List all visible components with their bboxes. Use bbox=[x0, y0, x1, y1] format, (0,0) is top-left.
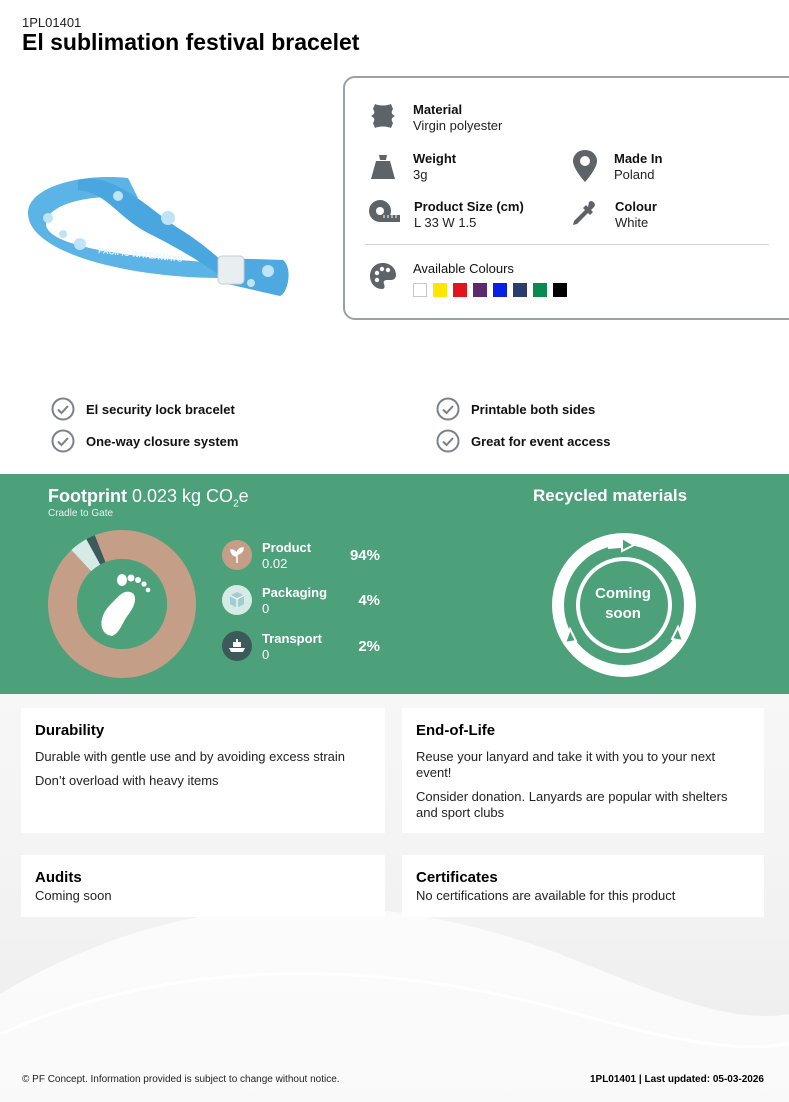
legend-packaging bbox=[222, 585, 382, 617]
specifications-card bbox=[343, 76, 789, 320]
location-pin-icon bbox=[569, 148, 601, 184]
footer-updated: Last updated: 05-03-2026 bbox=[644, 1074, 764, 1085]
legend-product-name: Product bbox=[262, 540, 312, 555]
colour-swatch bbox=[493, 283, 507, 297]
legend-packaging-value: 0 bbox=[262, 601, 270, 616]
specs-divider bbox=[365, 244, 769, 245]
legend-product-value: 0.02 bbox=[262, 556, 288, 571]
leather-icon bbox=[367, 100, 399, 132]
durability-text: Don’t overload with heavy items bbox=[35, 773, 219, 788]
legend-packaging-name: Packaging bbox=[262, 585, 328, 600]
check-circle-icon bbox=[51, 429, 75, 453]
spec-material bbox=[413, 102, 502, 134]
palette-icon bbox=[367, 260, 399, 292]
spec-available-colours-label: Available Colours bbox=[413, 261, 514, 276]
legend-transport-pct: 2% bbox=[358, 638, 380, 655]
feature-item bbox=[51, 429, 238, 453]
footprint-title bbox=[48, 486, 249, 510]
check-circle-icon bbox=[436, 397, 460, 421]
feature-label: Printable both sides bbox=[471, 401, 596, 417]
feature-item bbox=[51, 397, 235, 421]
colour-swatch bbox=[473, 283, 487, 297]
certificates-card bbox=[402, 855, 764, 917]
check-circle-icon bbox=[51, 397, 75, 421]
legend-transport-value: 0 bbox=[262, 647, 270, 662]
footprint-value: 0.023 kg CO bbox=[132, 486, 234, 506]
product-image bbox=[18, 168, 293, 303]
spec-colour bbox=[615, 199, 657, 231]
end-of-life-title: End-of-Life bbox=[416, 722, 496, 739]
audits-card bbox=[21, 855, 385, 917]
product-sku: 1PL01401 bbox=[22, 15, 82, 30]
colour-swatches bbox=[413, 283, 567, 297]
recycled-status-line1: Coming bbox=[595, 585, 651, 602]
spec-material-label: Material bbox=[413, 102, 463, 117]
legend-transport-name: Transport bbox=[262, 631, 322, 646]
certificates-text: No certifications are available for this product bbox=[416, 888, 676, 903]
colour-swatch bbox=[453, 283, 467, 297]
feature-label: El security lock bracelet bbox=[86, 401, 235, 417]
product-image-label: PACIFIC WATERWAYS bbox=[97, 246, 183, 264]
footprint-donut-chart bbox=[48, 530, 196, 678]
legend-product-pct: 94% bbox=[349, 547, 380, 564]
colour-swatch bbox=[513, 283, 527, 297]
spec-made-in-value: Poland bbox=[614, 167, 655, 182]
spec-weight-label: Weight bbox=[413, 151, 457, 166]
spec-weight bbox=[413, 151, 456, 183]
audits-title: Audits bbox=[35, 869, 82, 886]
check-circle-icon bbox=[436, 429, 460, 453]
spec-made-in bbox=[614, 151, 662, 183]
weight-icon bbox=[367, 150, 399, 182]
spec-size-value: L 33 W 1.5 bbox=[414, 215, 477, 230]
footer-notice: © PF Concept. Information provided is subject to change without notice. bbox=[22, 1074, 340, 1085]
spec-material-value: Virgin polyester bbox=[413, 118, 503, 133]
feature-item bbox=[436, 429, 610, 453]
legend-product bbox=[222, 540, 382, 572]
end-of-life-text: Reuse your lanyard and take it with you to your next event! bbox=[416, 749, 716, 780]
spec-colour-value: White bbox=[615, 215, 649, 230]
recycled-status bbox=[578, 584, 668, 624]
footprint-section bbox=[0, 474, 789, 694]
end-of-life-text: Consider donation. Lanyards are popular with shelters and sport clubs bbox=[416, 789, 728, 820]
spec-size bbox=[414, 199, 524, 231]
spec-colour-label: Colour bbox=[615, 199, 657, 214]
colour-swatch bbox=[553, 283, 567, 297]
spec-size-label: Product Size (cm) bbox=[414, 199, 524, 214]
eyedropper-icon bbox=[569, 198, 601, 230]
feature-label: Great for event access bbox=[471, 433, 611, 449]
audits-text: Coming soon bbox=[35, 888, 112, 903]
page-title: El sublimation festival bracelet bbox=[22, 29, 360, 55]
recycled-status-line2: soon bbox=[605, 605, 641, 622]
durability-title: Durability bbox=[35, 722, 105, 739]
spec-made-in-label: Made In bbox=[614, 151, 663, 166]
durability-text: Durable with gentle use and by avoiding excess strain bbox=[35, 749, 346, 764]
durability-card bbox=[21, 708, 385, 833]
footprint-value-suffix: e bbox=[238, 486, 249, 506]
tape-measure-icon bbox=[367, 198, 401, 228]
colour-swatch bbox=[413, 283, 427, 297]
ship-icon bbox=[222, 631, 252, 661]
colour-swatch bbox=[533, 283, 547, 297]
footprint-title-bold: Footprint bbox=[48, 486, 127, 506]
feature-item bbox=[436, 397, 595, 421]
recycled-materials-title: Recycled materials bbox=[533, 486, 688, 505]
colour-swatch bbox=[433, 283, 447, 297]
legend-packaging-pct: 4% bbox=[358, 592, 380, 609]
footer-separator: | bbox=[638, 1074, 642, 1085]
footer-meta bbox=[590, 1074, 764, 1085]
legend-transport bbox=[222, 631, 382, 663]
footprint-subtitle: Cradle to Gate bbox=[48, 508, 114, 519]
certificates-title: Certificates bbox=[416, 869, 498, 886]
footer-sku: 1PL01401 bbox=[589, 1074, 637, 1085]
box-icon bbox=[222, 585, 252, 615]
spec-weight-value: 3g bbox=[413, 167, 428, 182]
footprint-value-subscript: 2 bbox=[233, 498, 239, 510]
plant-icon bbox=[222, 540, 252, 570]
end-of-life-card bbox=[402, 708, 764, 833]
feature-label: One-way closure system bbox=[86, 433, 239, 449]
